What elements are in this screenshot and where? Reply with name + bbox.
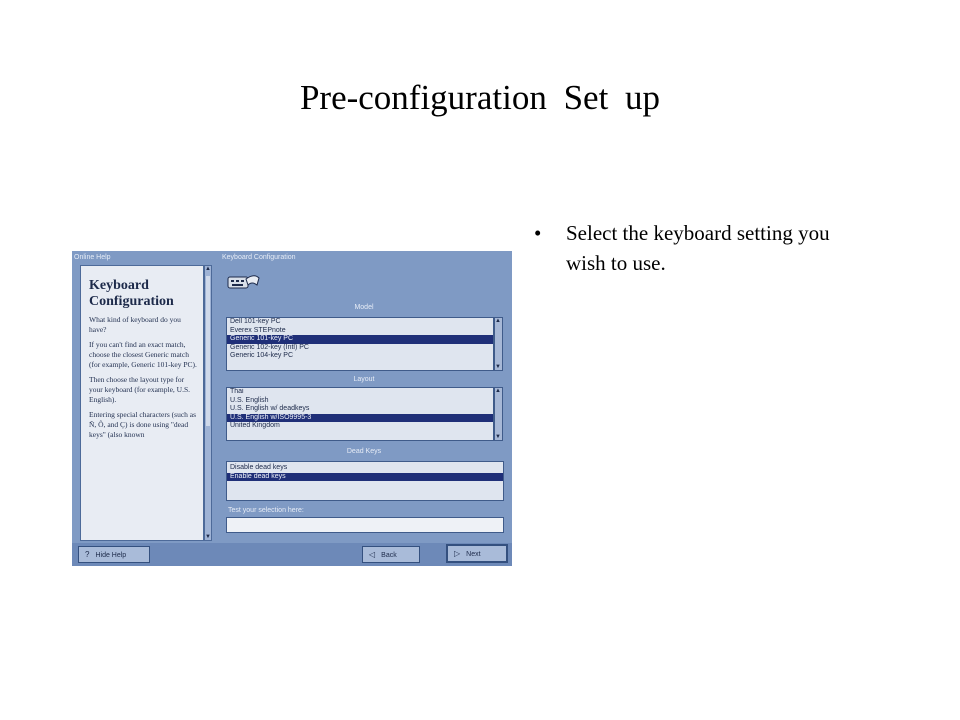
slide-title: Pre-configuration Set up (299, 78, 661, 117)
model-label: Model (354, 304, 374, 311)
bullet-symbol: • (534, 221, 542, 245)
list-item[interactable]: Everex STEPnote (230, 326, 286, 334)
scroll-down-icon[interactable]: ▼ (205, 534, 211, 540)
list-item-selected[interactable]: U.S. English w/ISO9995-3 (227, 414, 493, 423)
test-input[interactable] (226, 517, 504, 533)
next-label: Next (466, 551, 481, 558)
help-scrollbar[interactable] (204, 265, 212, 541)
hide-help-label: Hide Help (95, 552, 127, 559)
list-item[interactable]: Disable dead keys (230, 464, 288, 471)
model-list[interactable] (226, 317, 494, 371)
help-header: Online Help (74, 254, 111, 261)
dead-keys-label: Dead Keys (346, 448, 382, 455)
list-item-selected[interactable]: Generic 101-key PC (227, 335, 493, 344)
scroll-up-icon[interactable]: ▲ (495, 388, 501, 394)
list-item[interactable]: Dell 101-key PC (230, 318, 281, 325)
layout-scrollbar[interactable] (494, 387, 503, 441)
back-label: Back (381, 552, 397, 559)
scroll-up-icon[interactable]: ▲ (495, 318, 501, 324)
back-button[interactable] (362, 546, 420, 563)
list-item[interactable]: U.S. English w/ deadkeys (230, 405, 310, 412)
next-button[interactable] (446, 544, 508, 563)
layout-label: Layout (353, 376, 375, 383)
footer-bar (72, 543, 512, 566)
right-arrow-icon: ▷ (454, 549, 461, 558)
question-icon: ? (85, 550, 90, 559)
help-paragraph: What kind of keyboard do you have? (89, 315, 181, 334)
online-help-pane (80, 265, 204, 541)
test-label: Test your selection here: (228, 507, 304, 514)
help-paragraph: Then choose the layout type for your keyboard (for example, U.S. English). (89, 375, 191, 404)
hide-help-button[interactable] (78, 546, 150, 563)
main-header: Keyboard Configuration (222, 254, 296, 261)
installer-screenshot (72, 251, 512, 566)
layout-list[interactable] (226, 387, 494, 441)
list-item[interactable]: United Kingdom (230, 422, 280, 429)
bullet-point (534, 218, 874, 278)
scrollbar-thumb[interactable] (206, 276, 210, 426)
scroll-up-icon[interactable]: ▲ (205, 266, 211, 272)
scroll-down-icon[interactable]: ▼ (495, 434, 501, 440)
help-paragraph: If you can't find an exact match, choose the closest Generic match (for example, Generic 101-key PC). (89, 340, 197, 369)
list-item[interactable]: Generic 102-key (Intl) PC (230, 343, 309, 351)
bullet-text: Select the keyboard setting you wish to use. (566, 221, 830, 275)
list-item[interactable]: Thai (230, 388, 244, 395)
help-title: Keyboard Configuration (89, 278, 174, 309)
list-item[interactable]: Generic 104-key PC (230, 352, 294, 359)
keyboard-icon (226, 271, 262, 291)
left-arrow-icon: ◁ (369, 550, 376, 559)
model-scrollbar[interactable] (494, 317, 503, 371)
dead-keys-list[interactable] (226, 461, 504, 501)
help-paragraph: Entering special characters (such as Ñ, Ô, and Ç) is done using "dead keys" (also known (89, 410, 197, 439)
scroll-down-icon[interactable]: ▼ (495, 364, 501, 370)
list-item-selected[interactable]: Enable dead keys (227, 473, 503, 482)
list-item[interactable]: U.S. English (230, 396, 269, 404)
